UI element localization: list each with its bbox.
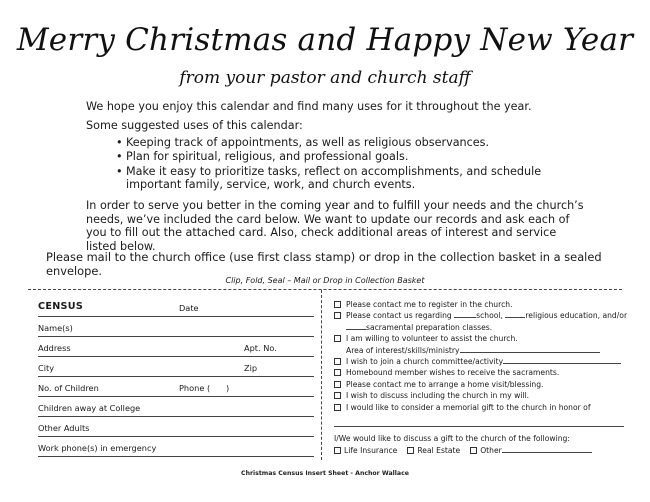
children-row xyxy=(38,377,314,397)
card-explanation: In order to serve you better in the coming year and to fulfill your needs and the church’s needs, we’ve included the card below. We want to update our records and ask each of you to fill out the attached card. Also, check additional areas of interest and service listed below. xyxy=(86,199,584,253)
blank-line[interactable] xyxy=(454,310,476,318)
checklist-item-will[interactable]: I wish to discuss including the church in my will. xyxy=(334,390,624,401)
checkbox[interactable] xyxy=(334,312,341,319)
checklist-item-classes[interactable]: Please contact us regarding school, religious education, and/or xyxy=(334,310,624,321)
zip-field[interactable]: Zip xyxy=(244,363,258,373)
blank-line[interactable] xyxy=(460,345,600,353)
checkbox[interactable] xyxy=(334,381,341,388)
census-header-row xyxy=(38,297,314,317)
checkbox[interactable] xyxy=(334,358,341,365)
checklist-item-memorial[interactable]: I would like to consider a memorial gift to the church in honor of xyxy=(334,402,624,413)
gift-option-life-insurance[interactable]: Life Insurance xyxy=(334,445,397,456)
uses-list xyxy=(116,136,586,193)
footer-credit: Christmas Census Insert Sheet - Anchor Wallace xyxy=(241,470,409,477)
area-of-interest-row[interactable]: Area of interest/skills/ministry xyxy=(334,345,624,356)
address-row xyxy=(38,337,314,357)
blank-line[interactable] xyxy=(502,445,592,453)
uses-label: Some suggested uses of this calendar: xyxy=(86,119,303,132)
children-away-field[interactable] xyxy=(38,397,314,417)
greeting-subtitle: from your pastor and church staff xyxy=(179,68,471,88)
children-field[interactable]: No. of Children xyxy=(38,383,99,393)
census-form xyxy=(38,297,314,457)
names-field[interactable] xyxy=(38,317,314,337)
blank-line[interactable] xyxy=(503,356,621,364)
other-adults-label: Other Adults xyxy=(38,423,90,433)
checkbox[interactable] xyxy=(334,369,341,376)
phone-field[interactable]: Phone ( xyxy=(179,383,211,393)
work-phone-label: Work phone(s) in emergency xyxy=(38,443,157,453)
city-row xyxy=(38,357,314,377)
work-phone-field[interactable] xyxy=(38,437,314,457)
checkbox[interactable] xyxy=(407,447,414,454)
checklist-item-volunteer[interactable]: I am willing to volunteer to assist the church. xyxy=(334,333,624,344)
list-item: • Plan for spiritual, religious, and professional goals. xyxy=(116,150,586,163)
blank-line[interactable] xyxy=(505,310,525,318)
gift-intro: I/We would like to discuss a gift to the church of the following: xyxy=(334,434,570,444)
checklist-item-classes-cont: sacramental preparation classes. xyxy=(334,322,624,333)
apt-field[interactable]: Apt. No. xyxy=(244,343,277,353)
mail-instruction: Please mail to the church office (use first class stamp) or drop in the collection basket in a sealed envelope. xyxy=(46,250,602,278)
date-field[interactable]: Date xyxy=(179,303,199,313)
gift-option-other[interactable]: Other xyxy=(470,445,592,456)
checklist-item-homebound[interactable]: Homebound member wishes to receive the sacraments. xyxy=(334,367,624,378)
checkbox[interactable] xyxy=(334,301,341,308)
cut-line-vertical xyxy=(321,290,322,460)
checklist-item-register[interactable]: Please contact me to register in the church. xyxy=(334,299,624,310)
interest-checklist xyxy=(334,299,628,457)
checklist-item-home-visit[interactable]: Please contact me to arrange a home visit/blessing. xyxy=(334,379,624,390)
checkbox[interactable] xyxy=(334,392,341,399)
checkbox[interactable] xyxy=(334,335,341,342)
gift-option-real-estate[interactable]: Real Estate xyxy=(407,445,460,456)
greeting-title: Merry Christmas and Happy New Year xyxy=(16,22,634,58)
checkbox[interactable] xyxy=(470,447,477,454)
memorial-blank-line[interactable] xyxy=(334,415,624,427)
names-label: Name(s) xyxy=(38,323,73,333)
checkbox[interactable] xyxy=(334,404,341,411)
intro-text: We hope you enjoy this calendar and find many uses for it throughout the year. xyxy=(86,100,532,113)
cut-line-horizontal xyxy=(28,289,622,290)
checkbox[interactable] xyxy=(334,447,341,454)
list-item: • Make it easy to prioritize tasks, reflect on accomplishments, and schedule important family, service, work, and church events. xyxy=(116,165,586,192)
address-field[interactable]: Address xyxy=(38,343,71,353)
children-away-label: Children away at College xyxy=(38,403,141,413)
census-title: CENSUS xyxy=(38,301,84,312)
blank-line[interactable] xyxy=(346,322,366,330)
list-item: • Keeping track of appointments, as well as religious observances. xyxy=(116,136,586,149)
gift-options xyxy=(334,445,624,456)
other-adults-field[interactable] xyxy=(38,417,314,437)
checklist-item-committee[interactable]: I wish to join a church committee/activity xyxy=(334,356,624,367)
city-field[interactable]: City xyxy=(38,363,55,373)
clip-instruction: Clip, Fold, Seal – Mail or Drop in Collection Basket xyxy=(225,276,425,285)
phone-paren-close: ) xyxy=(226,383,230,393)
